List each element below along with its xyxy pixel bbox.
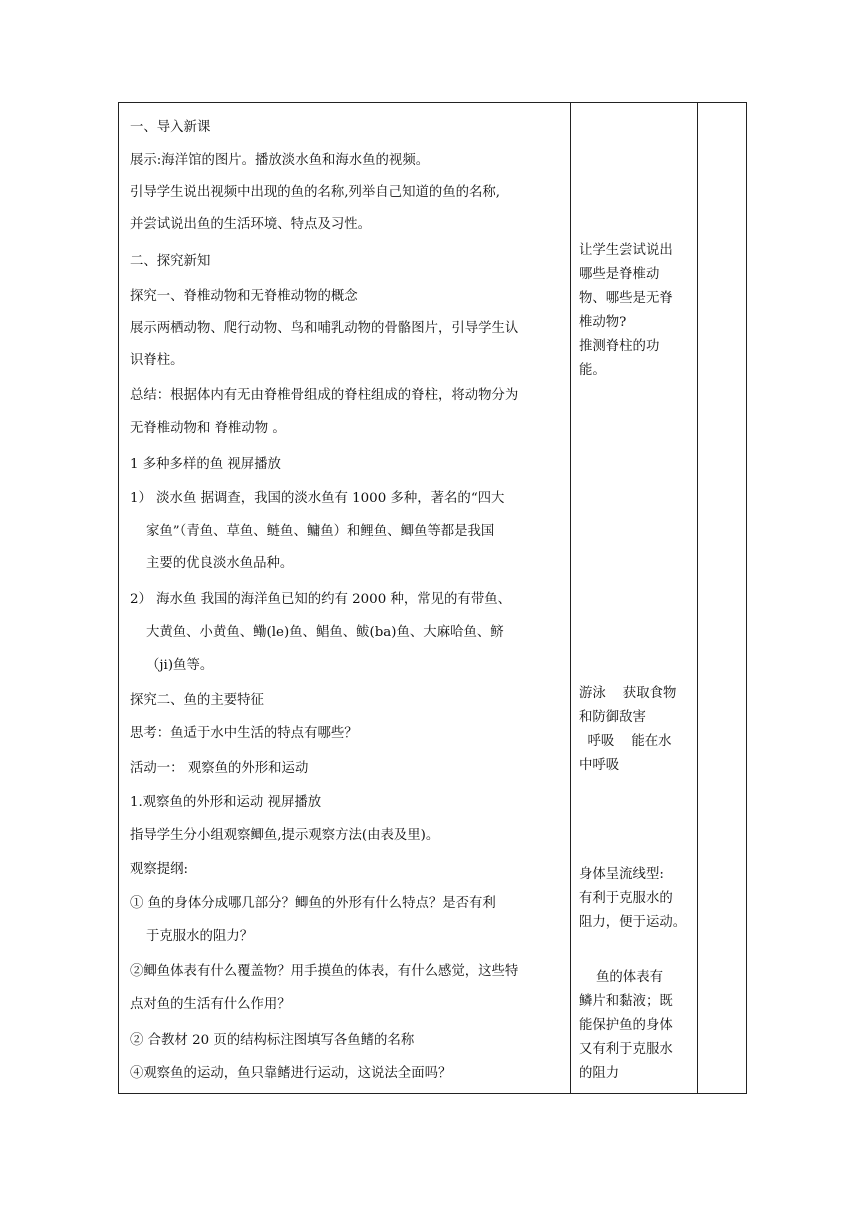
lesson-content-cell <box>119 103 571 1094</box>
text-line: 探究一、脊椎动物和无脊椎动物的概念 <box>130 289 358 304</box>
text-line: 大黄鱼、小黄鱼、鳓(le)鱼、鲳鱼、鲅(ba)鱼、大麻哈鱼、鲚 <box>146 625 504 640</box>
text-line: 一、导入新课 <box>130 120 211 135</box>
text-line: 于克服水的阻力？ <box>146 929 254 944</box>
lesson-table <box>118 102 747 1094</box>
text-line: ① 鱼的身体分成哪几部分？鲫鱼的外形有什么特点？是否有利 <box>130 896 496 911</box>
teaching-notes-cell <box>571 103 698 1094</box>
text-line: 1.观察鱼的外形和运动 视屏播放 <box>130 795 322 810</box>
side-note: 游泳 获取食物 和防御敌害 呼吸 能在水 中呼吸 <box>579 686 677 773</box>
text-line: 总结：根据体内有无由脊椎骨组成的脊柱组成的脊柱，将动物分为 <box>130 388 519 403</box>
text-line: 识脊柱。 <box>130 353 184 368</box>
text-line: 思考：鱼适于水中生活的特点有哪些？ <box>130 726 358 741</box>
text-line: 1） 淡水鱼 据调查，我国的淡水鱼有 1000 多种，著名的“四大 <box>130 491 505 506</box>
side-note: 鱼的体表有 鳞片和黏液；既 能保护鱼的身体 又有利于克服水 的阻力 <box>579 970 673 1081</box>
text-line: 家鱼”（青鱼、草鱼、鲢鱼、鳙鱼）和鲤鱼、鲫鱼等都是我国 <box>146 524 495 539</box>
text-line: 无脊椎动物和 脊椎动物 。 <box>130 421 286 436</box>
text-line: 点对鱼的生活有什么作用？ <box>130 997 291 1012</box>
text-line: 并尝试说出鱼的生活环境、特点及习性。 <box>130 217 372 232</box>
text-line: 主要的优良淡水鱼品种。 <box>146 556 294 571</box>
text-line: ② 合教材 20 页的结构标注图填写各鱼鳍的名称 <box>130 1033 415 1048</box>
text-line: ②鲫鱼体表有什么覆盖物？用手摸鱼的体表，有什么感觉，这些特 <box>130 964 519 979</box>
text-line: 二、探究新知 <box>130 254 211 269</box>
text-line: 1 多种多样的鱼 视屏播放 <box>130 457 281 472</box>
text-line: （ji)鱼等。 <box>146 658 214 673</box>
text-line: 展示:海洋馆的图片。播放淡水鱼和海水鱼的视频。 <box>130 153 430 168</box>
table-row <box>119 103 747 1094</box>
text-line: 展示两栖动物、爬行动物、鸟和哺乳动物的骨骼图片，引导学生认 <box>130 321 519 336</box>
text-line: 指导学生分小组观察鲫鱼,提示观察方法(由表及里)。 <box>130 828 440 843</box>
text-line: 探究二、鱼的主要特征 <box>130 693 264 708</box>
text-line: 引导学生说出视频中出现的鱼的名称,列举自己知道的鱼的名称, <box>130 185 501 200</box>
text-line: 2） 海水鱼 我国的海洋鱼已知的约有 2000 种，常见的有带鱼、 <box>130 592 511 607</box>
empty-cell <box>698 103 747 1094</box>
text-line: 观察提纲: <box>130 862 189 877</box>
text-line: ④观察鱼的运动，鱼只靠鳍进行运动，这说法全面吗？ <box>130 1066 452 1081</box>
text-line: 活动一： 观察鱼的外形和运动 <box>130 761 309 776</box>
side-note: 身体呈流线型: 有利于克服水的 阻力，便于运动。 <box>579 867 687 930</box>
side-note: 让学生尝试说出 哪些是脊椎动 物、哪些是无脊 椎动物? 推测脊柱的功 能。 <box>579 243 673 378</box>
